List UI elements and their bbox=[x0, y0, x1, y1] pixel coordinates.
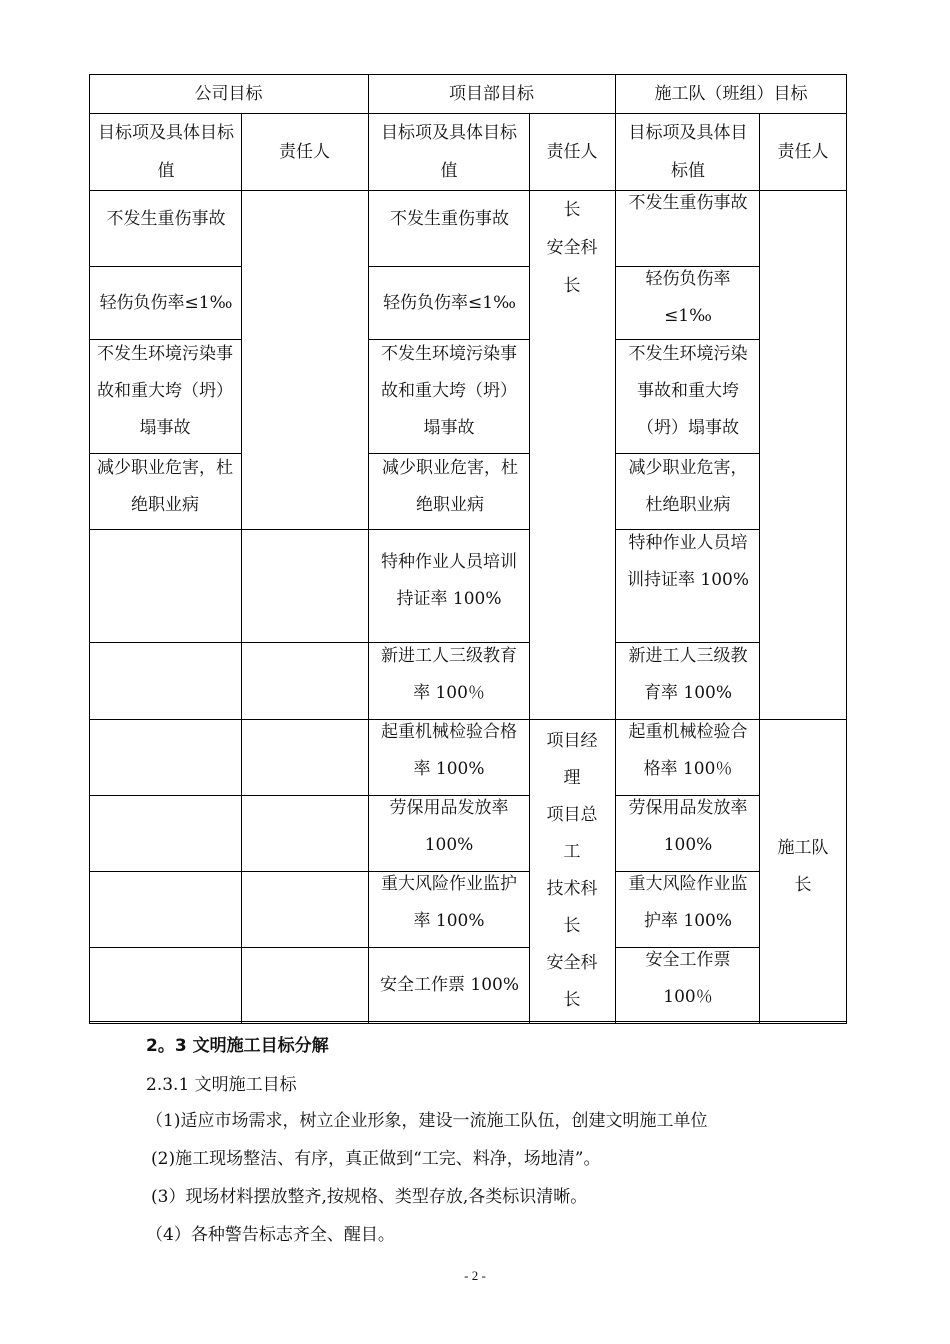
list-item: （4）各种警告标志齐全、醒目。 bbox=[146, 1225, 395, 1245]
subheader-project-owner: 责任人 bbox=[546, 141, 598, 162]
team-item-10: 安全工作票 100％ bbox=[645, 950, 731, 1007]
header-project-target: 项目部目标 bbox=[449, 83, 534, 104]
project-owner-lower-line: 安全科 bbox=[546, 952, 598, 973]
team-item-5: 特种作业人员培训持证率 100% bbox=[626, 533, 749, 590]
project-item-1: 不发生重伤事故 bbox=[390, 209, 509, 229]
company-item-3: 不发生环境污染事故和重大垮（坍）塌事故 bbox=[97, 344, 233, 438]
project-item-3: 不发生环境污染事故和重大垮（坍）塌事故 bbox=[381, 344, 517, 438]
project-item-7: 起重机械检验合格率 100% bbox=[381, 722, 517, 779]
subheader-team-owner: 责任人 bbox=[777, 141, 829, 162]
project-item-2: 轻伤负伤率≤1‰ bbox=[383, 293, 516, 313]
team-item-1: 不发生重伤事故 bbox=[628, 193, 748, 213]
project-owner-lower bbox=[529, 722, 615, 1018]
list-item: (3）现场材料摆放整齐,按规格、类型存放,各类标识清晰。 bbox=[151, 1187, 588, 1207]
team-item-3: 不发生环境污染事故和重大垮（坍）塌事故 bbox=[628, 344, 748, 438]
section-heading: 2。3 文明施工目标分解 bbox=[146, 1036, 329, 1056]
project-owner-lower-line: 工 bbox=[563, 841, 581, 862]
section-subheading: 2.3.1 文明施工目标 bbox=[146, 1075, 297, 1095]
subheader-team-item: 目标项及具体目标值 bbox=[628, 122, 748, 181]
team-item-2: 轻伤负伤率≤1‰ bbox=[645, 269, 731, 326]
project-owner-lower-line: 技术科 bbox=[546, 878, 598, 899]
project-owner-lower-line: 项目总 bbox=[546, 804, 598, 825]
company-item-1: 不发生重伤事故 bbox=[106, 209, 226, 229]
project-owner-lower-line: 项目经 bbox=[546, 730, 598, 751]
team-item-7: 起重机械检验合格率 100％ bbox=[628, 722, 748, 779]
project-item-10: 安全工作票 100% bbox=[379, 974, 519, 995]
project-owner-upper bbox=[529, 191, 615, 305]
team-item-6: 新进工人三级教育率 100% bbox=[628, 646, 748, 703]
header-team-target: 施工队（班组）目标 bbox=[654, 83, 808, 104]
company-item-4: 减少职业危害，杜绝职业病 bbox=[97, 458, 233, 515]
team-owner: 施工队长 bbox=[777, 838, 829, 895]
team-item-8: 劳保用品发放率 100% bbox=[628, 798, 748, 855]
project-owner-upper-line: 安全科 bbox=[546, 238, 598, 258]
project-item-4: 减少职业危害，杜绝职业病 bbox=[382, 458, 518, 515]
project-owner-lower-line: 长 bbox=[563, 915, 581, 936]
list-item: （1)适应市场需求，树立企业形象，建设一流施工队伍，创建文明施工单位 bbox=[146, 1111, 708, 1131]
project-owner-upper-line: 长 bbox=[563, 200, 581, 220]
subheader-company-owner: 责任人 bbox=[279, 141, 330, 162]
project-item-6: 新进工人三级教育率 100％ bbox=[381, 646, 517, 703]
header-company-target: 公司目标 bbox=[194, 83, 263, 104]
safety-target-table bbox=[89, 74, 847, 1025]
project-owner-upper-line: 长 bbox=[563, 276, 581, 296]
page-number: - 2 - bbox=[464, 1268, 486, 1283]
team-item-9: 重大风险作业监护率 100% bbox=[628, 874, 748, 931]
list-item: (2)施工现场整洁、有序，真正做到“工完、料净，场地清”。 bbox=[151, 1149, 601, 1169]
project-item-5: 特种作业人员培训持证率 100% bbox=[381, 552, 517, 609]
subheader-project-item: 目标项及具体目标值 bbox=[381, 122, 517, 181]
team-item-4: 减少职业危害，杜绝职业病 bbox=[628, 458, 748, 515]
project-owner-lower-line: 理 bbox=[563, 767, 581, 788]
project-item-8: 劳保用品发放率 100% bbox=[389, 798, 509, 855]
project-owner-lower-line: 长 bbox=[563, 989, 581, 1010]
project-item-9: 重大风险作业监护率 100% bbox=[381, 874, 517, 931]
company-item-2: 轻伤负伤率≤1‰ bbox=[99, 293, 233, 313]
subheader-company-item: 目标项及具体目标值 bbox=[98, 122, 234, 181]
